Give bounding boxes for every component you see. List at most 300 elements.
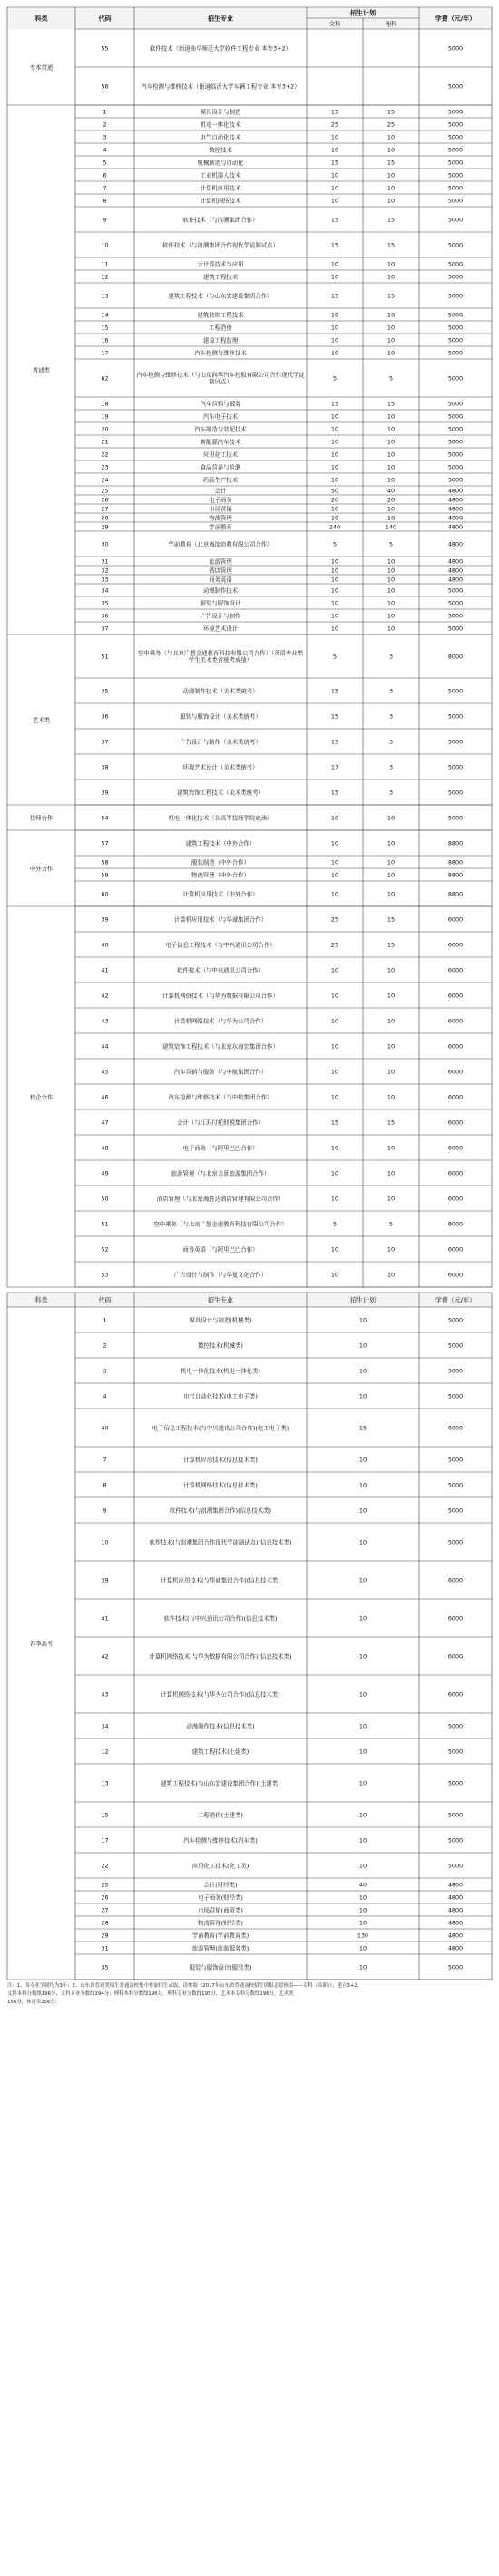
row-fee: 5000 (447, 814, 464, 822)
row-fee: 4800 (447, 496, 464, 504)
row-fee: 8800 (447, 871, 464, 879)
row-code: 29 (101, 523, 109, 531)
row-major: 汽车检测与维修技术（与山东润华汽车控股有限公司合作现代学徒制试点） (136, 371, 305, 386)
row2-major: 数控技术(机械类) (198, 1341, 243, 1350)
row-plan-wen: 10 (330, 463, 339, 471)
row-plan-wen: 10 (330, 324, 339, 332)
row-code: 8 (103, 197, 107, 205)
row2-fee: 5000 (447, 1722, 464, 1730)
row-fee: 6000 (447, 915, 464, 924)
row-code: 35 (101, 687, 109, 695)
row-plan-wen: 15 (330, 1119, 339, 1127)
row2-plan: 10 (358, 1748, 367, 1756)
row-plan-li: 3 (388, 653, 394, 661)
row-code: 44 (101, 1042, 109, 1051)
row-major: 数控技术 (209, 146, 232, 154)
row-plan-li: 10 (386, 324, 396, 332)
row-code: 23 (101, 463, 109, 471)
row-major: 机电一体化技术（在高等技师学院就读） (168, 814, 273, 822)
header2-code: 代码 (98, 1296, 112, 1304)
row-plan-wen: 10 (330, 1144, 339, 1152)
row-plan-wen: 10 (330, 992, 339, 1000)
row-fee: 6000 (447, 1119, 464, 1127)
row-plan-wen: 10 (330, 505, 339, 513)
row-plan-wen: 10 (330, 336, 339, 344)
row-plan-wen: 10 (330, 1068, 339, 1076)
row2-code: 39 (101, 1576, 109, 1584)
row-plan-li: 10 (386, 871, 396, 879)
row2-code: 43 (101, 1690, 109, 1699)
row-plan-wen: 15 (330, 241, 339, 249)
row-major: 计算机应用技术 (200, 184, 241, 192)
row2-code: 4 (103, 1392, 107, 1400)
row-code: 14 (101, 311, 109, 319)
row-plan-li: 10 (386, 336, 396, 344)
row-plan-wen: 10 (330, 557, 339, 566)
row-fee: 4800 (447, 505, 464, 513)
row-plan-li: 15 (386, 400, 396, 408)
row-code: 62 (101, 374, 109, 383)
row-code: 59 (101, 871, 109, 879)
row-plan-li: 15 (386, 292, 396, 300)
row-plan-li: 10 (386, 966, 396, 974)
row-plan-li: 10 (386, 171, 396, 179)
row-major: 环境艺术设计（美术类统考） (182, 763, 259, 771)
footnote-line: 156分，体育类156分。 (7, 2000, 61, 2005)
row-plan-li: 10 (386, 349, 396, 357)
row-fee: 5000 (447, 450, 464, 459)
row-plan-wen: 20 (330, 496, 339, 504)
row-code: 10 (101, 241, 109, 249)
category-label: 校企合作 (29, 1093, 54, 1101)
row-major: 汽车营销与服务 (200, 400, 241, 408)
row-fee: 5000 (447, 260, 464, 268)
row-code: 28 (101, 514, 109, 522)
row-plan-li: 10 (386, 1144, 396, 1152)
row-code: 3 (103, 133, 107, 141)
row-major: 模具设计与制造 (200, 108, 241, 116)
row-code: 49 (101, 1169, 109, 1177)
row-major: 商务英语（与阿里巴巴合作） (182, 1245, 259, 1254)
row-plan-wen: 15 (330, 712, 339, 721)
row-major: 物流管理（中外合作） (191, 871, 250, 879)
row-major: 服装与服饰设计 (200, 599, 241, 607)
row-major: 机械制造与自动化 (197, 159, 244, 167)
row2-major: 计算机网络技术(与华为数据有限公司合作)(信息技术类) (149, 1652, 292, 1661)
row-plan-li: 10 (386, 463, 396, 471)
row-major: 计算机网络技术 (200, 197, 241, 205)
row2-fee: 5000 (447, 1963, 464, 1971)
row2-fee: 6000 (447, 1614, 464, 1622)
row-plan-wen: 10 (330, 858, 339, 867)
row-plan-wen: 10 (330, 814, 339, 822)
row-fee: 4800 (447, 487, 464, 495)
row-major: 环境艺术设计 (202, 625, 239, 633)
row-fee: 5000 (447, 712, 464, 721)
row-fee: 5000 (447, 159, 464, 167)
row-plan-li: 10 (386, 557, 396, 566)
row2-code: 2 (103, 1341, 107, 1350)
row-code: 12 (101, 273, 109, 281)
row-code: 47 (101, 1119, 109, 1127)
row2-plan: 10 (358, 1456, 367, 1464)
row-plan-li: 10 (386, 890, 396, 898)
row-major: 应用化工技术 (202, 450, 239, 459)
row-plan-li: 15 (386, 159, 396, 167)
row2-plan: 10 (358, 1690, 367, 1699)
row-plan-wen: 10 (330, 1271, 339, 1279)
row2-plan: 15 (358, 1424, 367, 1432)
row2-fee: 5000 (447, 1862, 464, 1870)
row-fee: 5000 (447, 108, 464, 116)
row-major: 汽车制造与装配技术 (194, 425, 247, 433)
row2-major: 建筑工程技术(土建类) (191, 1748, 250, 1756)
row-plan-li: 10 (386, 450, 396, 459)
row-code: 27 (101, 505, 109, 513)
row-code: 37 (101, 738, 109, 746)
header-fee: 学费（元/年） (435, 15, 476, 23)
row-fee: 8000 (447, 653, 464, 661)
row2-code: 12 (101, 1748, 109, 1756)
row-code: 60 (101, 890, 109, 898)
row2-code: 3 (103, 1367, 107, 1375)
row2-fee: 5000 (447, 1506, 464, 1515)
row-fee: 5000 (447, 273, 464, 281)
row-plan-li: 3 (388, 789, 394, 797)
row-major: 建筑装饰工程技术（与北京东海宏集团合作） (162, 1042, 279, 1051)
row-fee: 5000 (447, 82, 464, 91)
row2-code: 15 (101, 1811, 109, 1819)
row-major: 旅游管理（与北京美景旅游集团合作） (171, 1169, 270, 1177)
row-code: 36 (101, 612, 109, 620)
row-major: 广告设计与制作（美术类统考） (180, 738, 261, 746)
row-plan-li: 10 (386, 438, 396, 446)
row-plan-wen: 10 (330, 197, 339, 205)
row-fee: 5000 (447, 146, 464, 154)
category-label: 艺术类 (32, 716, 51, 724)
row2-plan: 10 (358, 1919, 367, 1927)
row-major: 电子商务 (209, 496, 232, 504)
row-plan-wen: 10 (330, 890, 339, 898)
row2-major: 动漫制作技术(信息技术类) (186, 1722, 255, 1730)
row-major: 药品生产技术 (202, 476, 239, 484)
row-plan-wen: 25 (330, 121, 339, 129)
row-plan-wen: 15 (330, 216, 339, 224)
row2-plan: 10 (358, 1944, 367, 1952)
row2-plan: 10 (358, 1367, 367, 1375)
row-plan-li: 10 (386, 576, 396, 584)
row-plan-wen: 25 (330, 941, 339, 949)
row-plan-li: 3 (388, 687, 394, 695)
row2-major: 模具设计与制造(机械类) (189, 1316, 252, 1324)
row2-code: 29 (101, 1932, 109, 1940)
row2-plan: 10 (358, 1614, 367, 1622)
row-major: 计算机网络技术（与华为公司合作） (173, 1017, 268, 1025)
row-plan-wen: 15 (330, 108, 339, 116)
row-major: 电子商务（与阿里巴巴合作） (182, 1144, 259, 1152)
row2-major: 计算机网络技术(信息技术类) (183, 1481, 258, 1489)
row-plan-wen: 15 (330, 292, 339, 300)
row-code: 36 (101, 712, 109, 721)
header2-fee: 学费（元/年） (435, 1296, 476, 1304)
row-major: 建筑工程技术（与山东宏建设集团合作） (168, 292, 273, 300)
row-fee: 5000 (447, 738, 464, 746)
row2-fee: 6000 (447, 1424, 464, 1432)
row-code: 55 (101, 44, 109, 53)
row2-code: 31 (101, 1944, 109, 1952)
row-fee: 5000 (447, 400, 464, 408)
row2-major: 市场营销(商贸类) (198, 1906, 243, 1914)
header2-plan: 招生计划 (350, 1296, 376, 1304)
category-label: 技师合作 (29, 814, 54, 822)
row2-code: 28 (101, 1919, 109, 1927)
row-fee: 6000 (447, 1068, 464, 1076)
row-plan-li: 140 (385, 523, 397, 531)
row2-code: 27 (101, 1906, 109, 1914)
row-code: 39 (101, 789, 109, 797)
row2-plan: 10 (358, 1906, 367, 1914)
row-code: 35 (101, 599, 109, 607)
header-plan-wen: 文科 (328, 20, 341, 28)
row-plan-li: 10 (386, 273, 396, 281)
row2-fee: 6000 (447, 1576, 464, 1584)
row-major: 汽车电子技术 (202, 412, 239, 421)
row2-major: 软件技术(与浪潮集团合作现代学徒制试点)(信息技术类) (149, 1538, 292, 1546)
row-plan-wen: 10 (330, 412, 339, 421)
row-major: 软件技术（与浪潮集团合作现代学徒制试点） (162, 241, 279, 249)
row-fee: 5000 (447, 763, 464, 771)
row-major: 建筑工程技术（中外合作） (185, 839, 256, 847)
row2-plan: 10 (358, 1538, 367, 1546)
row2-code: 10 (101, 1538, 109, 1546)
row2-code: 9 (103, 1506, 107, 1515)
row-code: 2 (103, 121, 107, 129)
row2-plan: 10 (358, 1779, 367, 1787)
row2-major: 汽车检测与维修技术(汽车类) (183, 1836, 258, 1845)
row-plan-li: 10 (386, 1271, 396, 1279)
row-major: 电气自动化技术 (200, 133, 241, 141)
row-fee: 4800 (447, 540, 464, 548)
row-plan-li: 10 (386, 260, 396, 268)
row-plan-li: 10 (386, 133, 396, 141)
row2-fee: 5000 (447, 1748, 464, 1756)
row-fee: 6000 (447, 1271, 464, 1279)
row2-plan: 130 (357, 1932, 369, 1940)
row2-major: 物流管理(财经类) (198, 1919, 243, 1927)
row-plan-wen: 10 (330, 476, 339, 484)
row-code: 48 (101, 1144, 109, 1152)
row-major: 食品营养与检测 (200, 463, 241, 471)
row2-plan: 10 (358, 1811, 367, 1819)
row-code: 38 (101, 763, 109, 771)
row-code: 52 (101, 1245, 109, 1254)
row-plan-li: 15 (386, 216, 396, 224)
row-plan-li: 25 (386, 121, 396, 129)
row-fee: 6000 (447, 1093, 464, 1101)
row-fee: 8800 (447, 858, 464, 867)
row-plan-li: 5 (388, 374, 394, 383)
row-code: 15 (101, 324, 109, 332)
row2-plan: 40 (358, 1881, 367, 1889)
row-plan-wen: 10 (330, 599, 339, 607)
row-fee: 5000 (447, 216, 464, 224)
row-fee: 5000 (447, 171, 464, 179)
row-plan-wen: 50 (330, 487, 339, 495)
row-major: 市场营销 (209, 505, 232, 513)
row-plan-wen: 10 (330, 1169, 339, 1177)
row-code: 18 (101, 400, 109, 408)
row-major: 酒店管理（与北京海胜达酒店管理有限公司合作） (156, 1195, 285, 1203)
row2-plan: 10 (358, 1506, 367, 1515)
row-plan-wen: 10 (330, 184, 339, 192)
row-major: 软件技术（与浪潮集团合作） (182, 216, 259, 224)
row-plan-li: 10 (386, 514, 396, 522)
row-major: 软件技术（与中兴通讯公司合作） (177, 966, 264, 974)
row2-fee: 5000 (447, 1456, 464, 1464)
row-plan-li: 5 (388, 1220, 394, 1228)
row-code: 1 (103, 108, 107, 116)
row-fee: 8000 (447, 1220, 464, 1228)
row-plan-wen: 17 (330, 763, 339, 771)
row-fee: 5000 (447, 412, 464, 421)
row2-plan: 10 (358, 1341, 367, 1350)
row-fee: 5000 (447, 324, 464, 332)
row-plan-li: 10 (386, 612, 396, 620)
row2-code: 1 (103, 1316, 107, 1324)
row-fee: 5000 (447, 311, 464, 319)
row-major: 汽车检测与维修技术（与中航集团合作） (168, 1093, 273, 1101)
row-plan-li: 15 (386, 1119, 396, 1127)
row-major: 汽车营销与服务（与中航集团合作） (173, 1068, 268, 1076)
row2-major: 应用化工技术(化工类) (191, 1862, 250, 1870)
row-plan-li: 10 (386, 412, 396, 421)
row-code: 50 (101, 1195, 109, 1203)
row-plan-wen: 15 (330, 159, 339, 167)
row-fee: 4800 (447, 514, 464, 522)
row-code: 21 (101, 438, 109, 446)
row-fee: 6000 (447, 1245, 464, 1254)
row-major: 会计（与江苏付托财税集团合作） (177, 1119, 264, 1127)
row-fee: 5000 (447, 612, 464, 620)
row-major: 云计算技术与应用 (197, 260, 244, 268)
row-plan-li: 10 (386, 1195, 396, 1203)
row-code: 9 (103, 216, 107, 224)
row-plan-li: 10 (386, 311, 396, 319)
row2-fee: 4800 (447, 1932, 464, 1940)
row-plan-li: 15 (386, 941, 396, 949)
row-plan-wen: 10 (330, 425, 339, 433)
row-plan-wen: 10 (330, 438, 339, 446)
row-plan-li: 10 (386, 1017, 396, 1025)
row-plan-li: 10 (386, 814, 396, 822)
row-code: 41 (101, 966, 109, 974)
row2-major: 计算机应用技术(与华诚集团合作)(信息技术类) (161, 1576, 280, 1584)
row2-code: 13 (101, 1779, 109, 1787)
row-fee: 5000 (447, 425, 464, 433)
category-label: 专本贯通 (29, 63, 54, 72)
row-code: 26 (101, 496, 109, 504)
row-plan-wen: 10 (330, 576, 339, 584)
row-plan-li: 10 (386, 476, 396, 484)
row-plan-li: 10 (386, 197, 396, 205)
row-fee: 6000 (447, 1195, 464, 1203)
row-code: 13 (101, 292, 109, 300)
row-plan-wen: 240 (328, 523, 341, 531)
row-major: 建筑装饰工程技术 (197, 311, 244, 319)
row2-code: 41 (101, 1614, 109, 1622)
row2-fee: 5000 (447, 1316, 464, 1324)
row2-code: 40 (101, 1424, 109, 1432)
row-code: 24 (101, 476, 109, 484)
row-plan-li: 3 (388, 763, 394, 771)
row-fee: 5000 (447, 133, 464, 141)
row-plan-wen: 10 (330, 514, 339, 522)
row2-code: 34 (101, 1722, 109, 1730)
row-fee: 6000 (447, 1169, 464, 1177)
row-major: 物流管理 (209, 514, 232, 522)
row-plan-wen: 15 (330, 400, 339, 408)
row2-major: 软件技术(与中兴通讯公司合作)(信息技术类) (163, 1614, 278, 1622)
row2-code: 35 (101, 1963, 109, 1971)
row-plan-wen: 10 (330, 839, 339, 847)
row-major: 计算机应用技术（与华诚集团合作） (173, 915, 268, 924)
row-code: 6 (103, 171, 107, 179)
row-plan-wen: 15 (330, 687, 339, 695)
row2-fee: 5000 (447, 1341, 464, 1350)
row-major: 工业机器人技术 (200, 171, 241, 179)
row-major: 空中乘务（与北京广慧金通教育科技有限公司合作）（英语专业类学生美术类省统考成绩） (137, 649, 304, 664)
row-plan-li: 10 (386, 1093, 396, 1101)
row-code: 22 (101, 450, 109, 459)
row-fee: 4800 (447, 523, 464, 531)
row-fee: 6000 (447, 1042, 464, 1051)
header-plan-li: 理科 (385, 20, 397, 28)
row2-fee: 5000 (447, 1811, 464, 1819)
row-plan-li: 15 (386, 915, 396, 924)
row-plan-li: 3 (388, 712, 394, 721)
row-plan-li: 10 (386, 184, 396, 192)
row2-fee: 4800 (447, 1944, 464, 1952)
row-plan-wen: 10 (330, 966, 339, 974)
row-major: 计算机应用技术（中外合作） (182, 890, 259, 898)
row-major: 新能源汽车技术 (200, 438, 241, 446)
row2-fee: 6000 (447, 1652, 464, 1661)
row-fee: 8800 (447, 839, 464, 847)
row-code: 4 (103, 146, 107, 154)
row2-fee: 5000 (447, 1836, 464, 1845)
category-label-2: 春季高考 (29, 1640, 54, 1648)
row-major: 建筑装饰工程技术（美术类统考） (177, 789, 264, 797)
category-label: 中外合作 (29, 865, 54, 873)
row-fee: 4800 (447, 557, 464, 566)
row-plan-li: 3 (388, 738, 394, 746)
row2-major: 电子商务(财经类) (198, 1893, 243, 1902)
row-fee: 5000 (447, 599, 464, 607)
row2-major: 旅游管理(旅游服务类) (191, 1944, 250, 1952)
row-fee: 6000 (447, 941, 464, 949)
row-code: 43 (101, 1017, 109, 1025)
row2-plan: 10 (358, 1722, 367, 1730)
row-plan-li: 15 (386, 241, 396, 249)
row-plan-wen: 15 (330, 738, 339, 746)
row-plan-li: 10 (386, 839, 396, 847)
row-plan-li: 10 (386, 599, 396, 607)
row2-code: 26 (101, 1893, 109, 1902)
row-plan-li: 10 (386, 992, 396, 1000)
row-plan-wen: 10 (330, 612, 339, 620)
row-plan-li: 5 (388, 540, 394, 548)
row2-plan: 10 (358, 1481, 367, 1489)
